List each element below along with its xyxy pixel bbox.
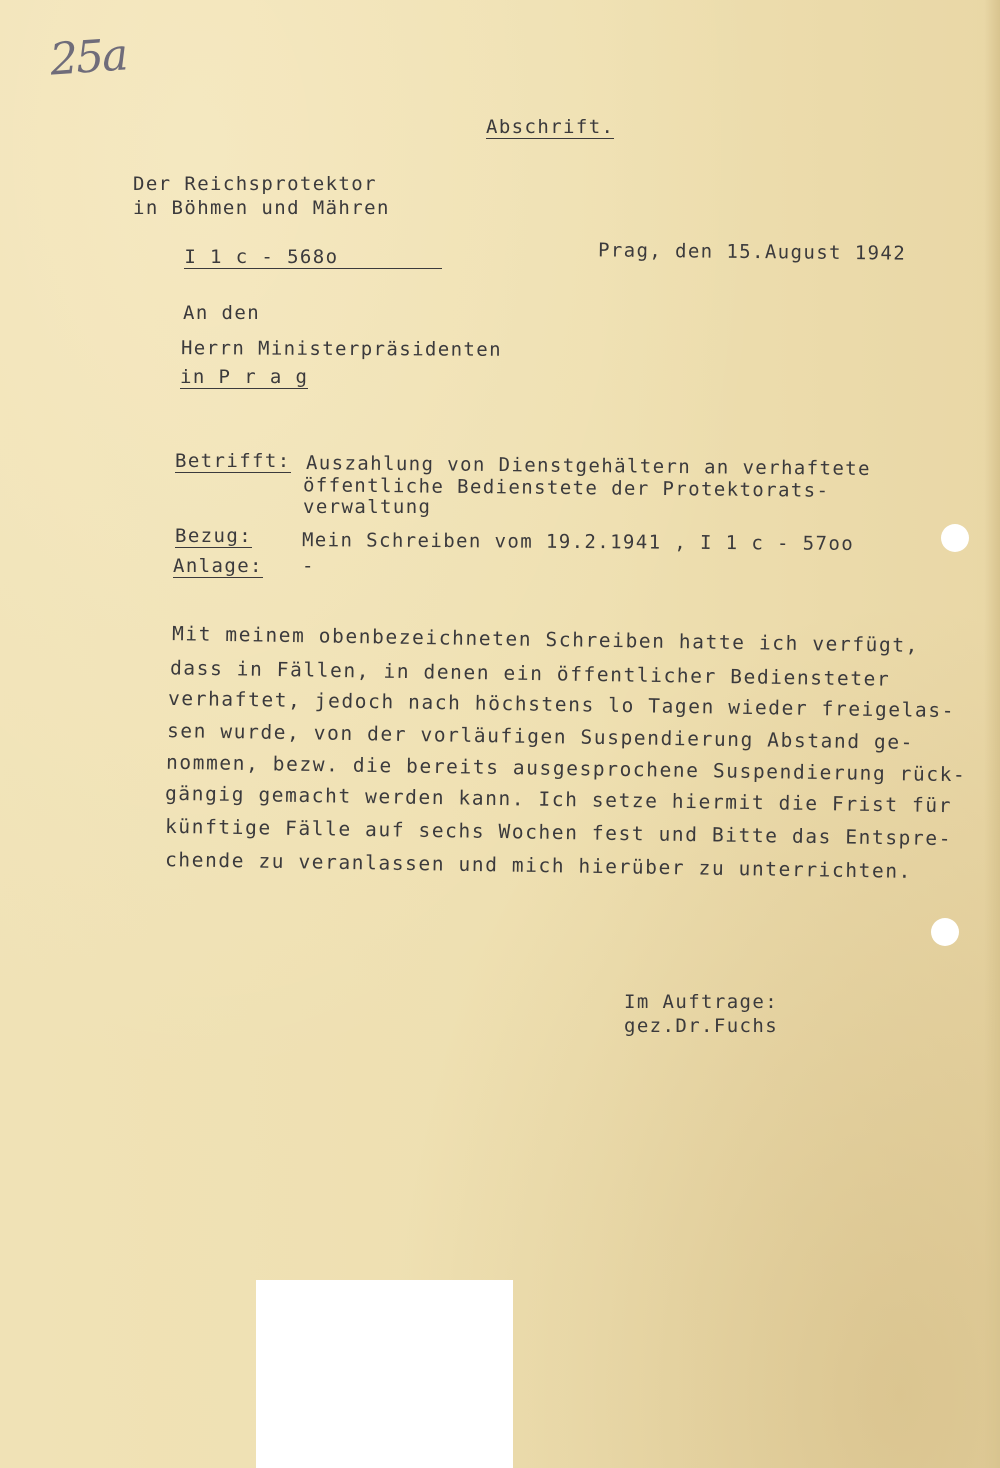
reference-text: Mein Schreiben vom 19.2.1941 , I 1 c - 57oo — [301, 529, 855, 555]
subject-line-2: öffentliche Bedienstete der Protektorats- — [302, 474, 830, 502]
place-date: Prag, den 15.August 1942 — [597, 239, 907, 265]
sender-line-2: in Böhmen und Mähren — [133, 197, 390, 219]
sender-reference — [133, 229, 391, 288]
sender-line-1: Der Reichsprotektor — [133, 173, 377, 195]
redaction-block — [256, 1280, 513, 1468]
paper-edge-shadow — [984, 0, 1000, 1468]
signature-line-2: gez.Dr.Fuchs — [624, 1015, 779, 1037]
recipient-line-1: An den — [183, 302, 261, 324]
handwritten-folio-number: 25a — [48, 29, 128, 86]
heading-abschrift: Abschrift. — [486, 116, 615, 138]
signature-line-1: Im Auftrage: — [624, 991, 779, 1013]
body-line-2: dass in Fällen, in denen ein öffentlicher Bediensteter — [169, 656, 891, 691]
body-line-6: gängig gemacht werden kann. Ich setze hiermit die Frist für — [164, 781, 953, 818]
body-line-3: verhaftet, jedoch nach höchstens lo Tagen wieder freigelas- — [167, 686, 956, 723]
punch-hole-upper — [941, 524, 969, 552]
body-line-7: künftige Fälle auf sechs Wochen fest und Bitte das Entspre- — [164, 814, 953, 851]
subject-line-1: Auszahlung von Dienstgehältern an verhaftete — [305, 452, 872, 480]
body-line-4: sen wurde, von der vorläufigen Suspendierung Abstand ge- — [166, 719, 915, 754]
body-line-1: Mit meinem obenbezeichneten Schreiben hatte ich verfügt, — [171, 622, 920, 657]
subject-label: Betrifft: — [175, 450, 291, 472]
reference-label: Bezug: — [175, 525, 253, 547]
sender-reference-text: I 1 c - 568o — [184, 248, 442, 269]
recipient-line-3: in P r a g — [180, 366, 309, 388]
recipient-line-2: Herrn Ministerpräsidenten — [180, 337, 503, 361]
attachment-label: Anlage: — [173, 555, 263, 577]
attachment-text: - — [302, 555, 315, 577]
punch-hole-lower — [931, 918, 959, 946]
body-line-5: nommen, bezw. die bereits ausgesprochene Suspendierung rück- — [165, 750, 967, 787]
body-line-8: chende zu veranlassen und mich hierüber zu unterrichten. — [164, 848, 913, 883]
subject-line-3: verwaltung — [303, 496, 432, 518]
